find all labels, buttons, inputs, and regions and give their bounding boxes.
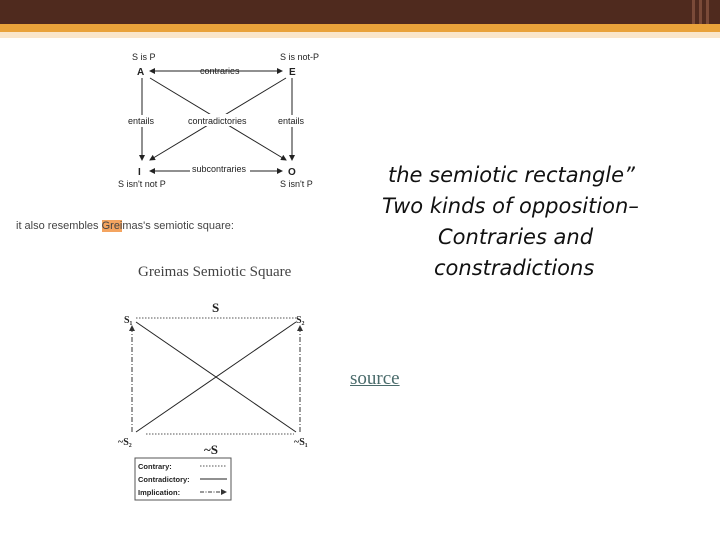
slide-text-line-3: Contraries and [438,225,594,249]
slide-text-line-4: constradictions [434,256,595,280]
corner-bl-label: S isn't not P [118,179,166,189]
resembles-caption [16,220,234,232]
corner-tl-label: S is P [132,52,156,62]
legend-implication-label: Implication: [138,488,181,497]
contraries-label: contraries [200,66,240,76]
greimas-not-s2: ~S₂ [118,437,132,448]
slide-accent-strip-light [0,32,720,38]
greimas-title: Greimas Semiotic Square [138,264,292,280]
legend-contrary-label: Contrary: [138,462,172,471]
caption-prefix: it also resembles [16,220,102,232]
greimas-s1: S₁ [124,315,133,326]
slide-text-line-1: the semiotic rectangle” [388,163,635,187]
subcontraries-label: subcontraries [192,164,247,174]
greimas-top-s: S [212,300,220,315]
slide-text-line-2: Two kinds of opposition– [382,194,639,218]
greimas-legend [135,458,231,500]
slide-accent-strip [0,24,720,32]
caption-highlight: Grei [101,220,123,232]
greimas-s2: S₂ [296,315,305,326]
source-link[interactable]: source [350,368,400,389]
contradictories-label: contradictories [188,116,247,126]
corner-tr-letter: E [289,67,296,78]
legend-contradictory-label: Contradictory: [138,475,190,484]
entails-right-label: entails [278,116,305,126]
slide-top-bar [0,0,720,24]
corner-br-label: S isn't P [280,179,313,189]
greimas-square [110,296,330,506]
greimas-bottom-not-s: ~S [204,442,218,457]
corner-tr-label: S is not-P [280,52,320,62]
corner-bl-letter: I [138,167,141,178]
slide-body-text [376,160,696,284]
corner-tl-letter: A [137,67,145,78]
entails-left-label: entails [128,116,155,126]
caption-suffix: mas's semiotic square: [122,220,234,232]
top-bar-stripes [690,0,720,24]
greimas-not-s1: ~S₁ [294,437,308,448]
corner-br-letter: O [288,167,296,178]
square-of-opposition [110,48,330,193]
